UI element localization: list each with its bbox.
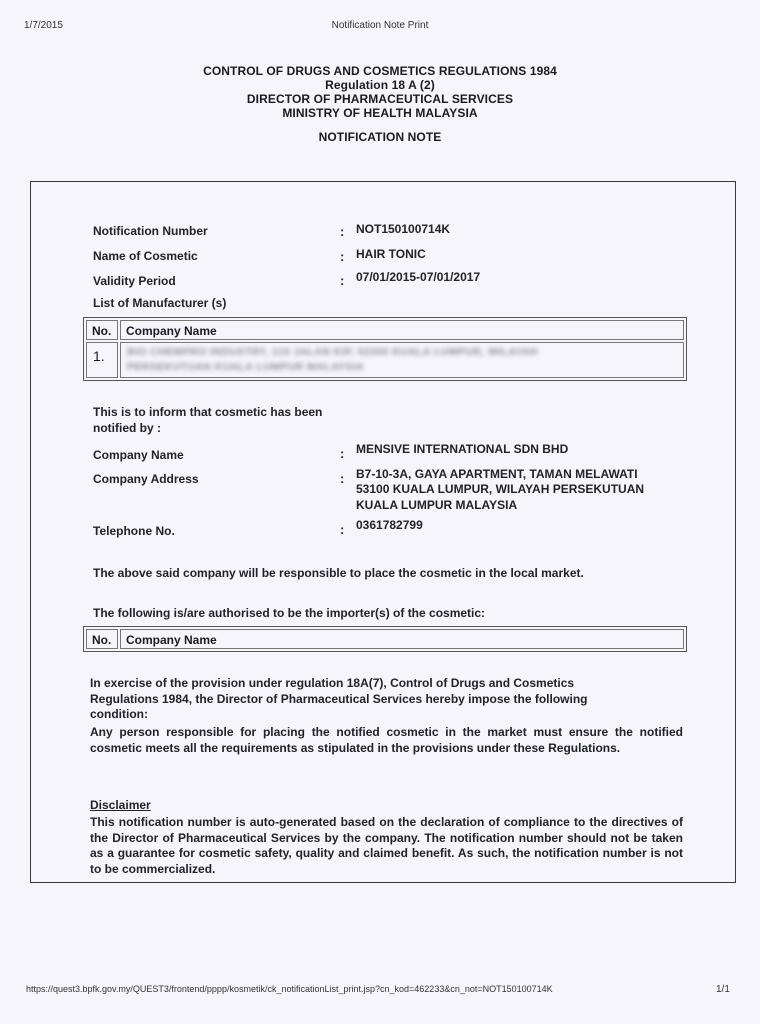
company-address-line-3: KUALA LUMPUR MALAYSIA xyxy=(356,498,518,512)
colon: : xyxy=(340,249,345,264)
importer-intro: The following is/are authorised to be the importer(s) of the cosmetic: xyxy=(93,606,486,620)
telephone-value: 0361782799 xyxy=(356,518,423,532)
company-address-label: Company Address xyxy=(93,472,199,486)
colon: : xyxy=(340,224,345,239)
colon: : xyxy=(340,273,345,288)
condition-text: Any person responsible for placing the notified cosmetic in the market must ensure the notified cosmetic meets all the requirements as stipulated in the provisions under these Regulations. xyxy=(90,725,683,755)
notified-by-intro: This is to inform that cosmetic has been notified by : xyxy=(93,405,323,435)
company-name-label: Company Name xyxy=(93,448,184,462)
importer-table xyxy=(83,626,687,652)
colon: : xyxy=(340,446,345,461)
importer-header-company: Company Name xyxy=(126,633,217,647)
table-row-no-cell xyxy=(86,342,118,378)
importer-header-no-cell xyxy=(86,629,118,649)
table-header-no: No. xyxy=(92,324,112,338)
importer-header-company-cell xyxy=(120,629,684,649)
regulation-number: Regulation 18 A (2) xyxy=(325,78,435,92)
manufacturer-table xyxy=(83,317,687,381)
table-header-no-cell xyxy=(86,320,118,340)
table-row-no: 1. xyxy=(93,348,105,364)
table-header-company-cell xyxy=(120,320,684,340)
company-name-value: MENSIVE INTERNATIONAL SDN BHD xyxy=(356,442,569,456)
print-date: 1/7/2015 xyxy=(24,20,63,31)
condition-intro: In exercise of the provision under regulation 18A(7), Control of Drugs and Cosmetics Regulations 1984, the Director of Pharmaceutical Services hereby impose the following condition: xyxy=(90,676,588,721)
disclaimer-title: Disclaimer xyxy=(90,798,151,812)
disclaimer-text: This notification number is auto-generated based on the declaration of compliance to the directives of the Director of Pharmaceutical Services by the company. The notification number should not be taken as a guarantee for cosmetic safety, quality and claimed benefit. As such, the notification number is not to be commercialized. xyxy=(90,815,683,876)
notification-note-title: NOTIFICATION NOTE xyxy=(318,130,442,144)
table-header-company: Company Name xyxy=(126,324,217,338)
company-address-line-1: B7-10-3A, GAYA APARTMENT, TAMAN MELAWATI xyxy=(356,467,638,481)
company-address-line-2: 53100 KUALA LUMPUR, WILAYAH PERSEKUTUAN xyxy=(356,482,645,496)
colon: : xyxy=(340,471,345,486)
table-row-company-cell xyxy=(120,342,684,378)
page-number: 1/1 xyxy=(716,984,730,995)
manufacturer-list-label: List of Manufacturer (s) xyxy=(93,296,227,310)
colon: : xyxy=(340,522,345,537)
notification-number-label: Notification Number xyxy=(93,224,208,238)
ministry-title: MINISTRY OF HEALTH MALAYSIA xyxy=(282,106,478,120)
notification-number-value: NOT150100714K xyxy=(356,222,451,236)
validity-period-value: 07/01/2015-07/01/2017 xyxy=(356,270,481,284)
manufacturer-company-line-2: PERSEKUTUAN KUALA LUMPUR MALAYSIA xyxy=(127,361,365,373)
importer-header-no: No. xyxy=(92,633,112,647)
cosmetic-name-value: HAIR TONIC xyxy=(356,247,426,261)
regulation-title: CONTROL OF DRUGS AND COSMETICS REGULATIONS 1984 xyxy=(203,64,557,78)
footer-url: https://quest3.bpfk.gov.my/QUEST3/frontend/pppp/kosmetik/ck_notificationList_print.jsp?cn_kod=462233&cn_not=NOT150100714K xyxy=(26,984,553,994)
validity-period-label: Validity Period xyxy=(93,274,176,288)
cosmetic-name-label: Name of Cosmetic xyxy=(93,249,198,263)
telephone-label: Telephone No. xyxy=(93,524,175,538)
manufacturer-company-line-1: BIO CHEMPRO INDUSTRY, 115 JALAN KIP, 52200 KUALA LUMPUR, WILAYAH xyxy=(127,346,538,358)
director-title: DIRECTOR OF PHARMACEUTICAL SERVICES xyxy=(246,92,514,106)
responsibility-statement: The above said company will be responsible to place the cosmetic in the local market. xyxy=(93,566,584,580)
print-title: Notification Note Print xyxy=(331,20,429,31)
